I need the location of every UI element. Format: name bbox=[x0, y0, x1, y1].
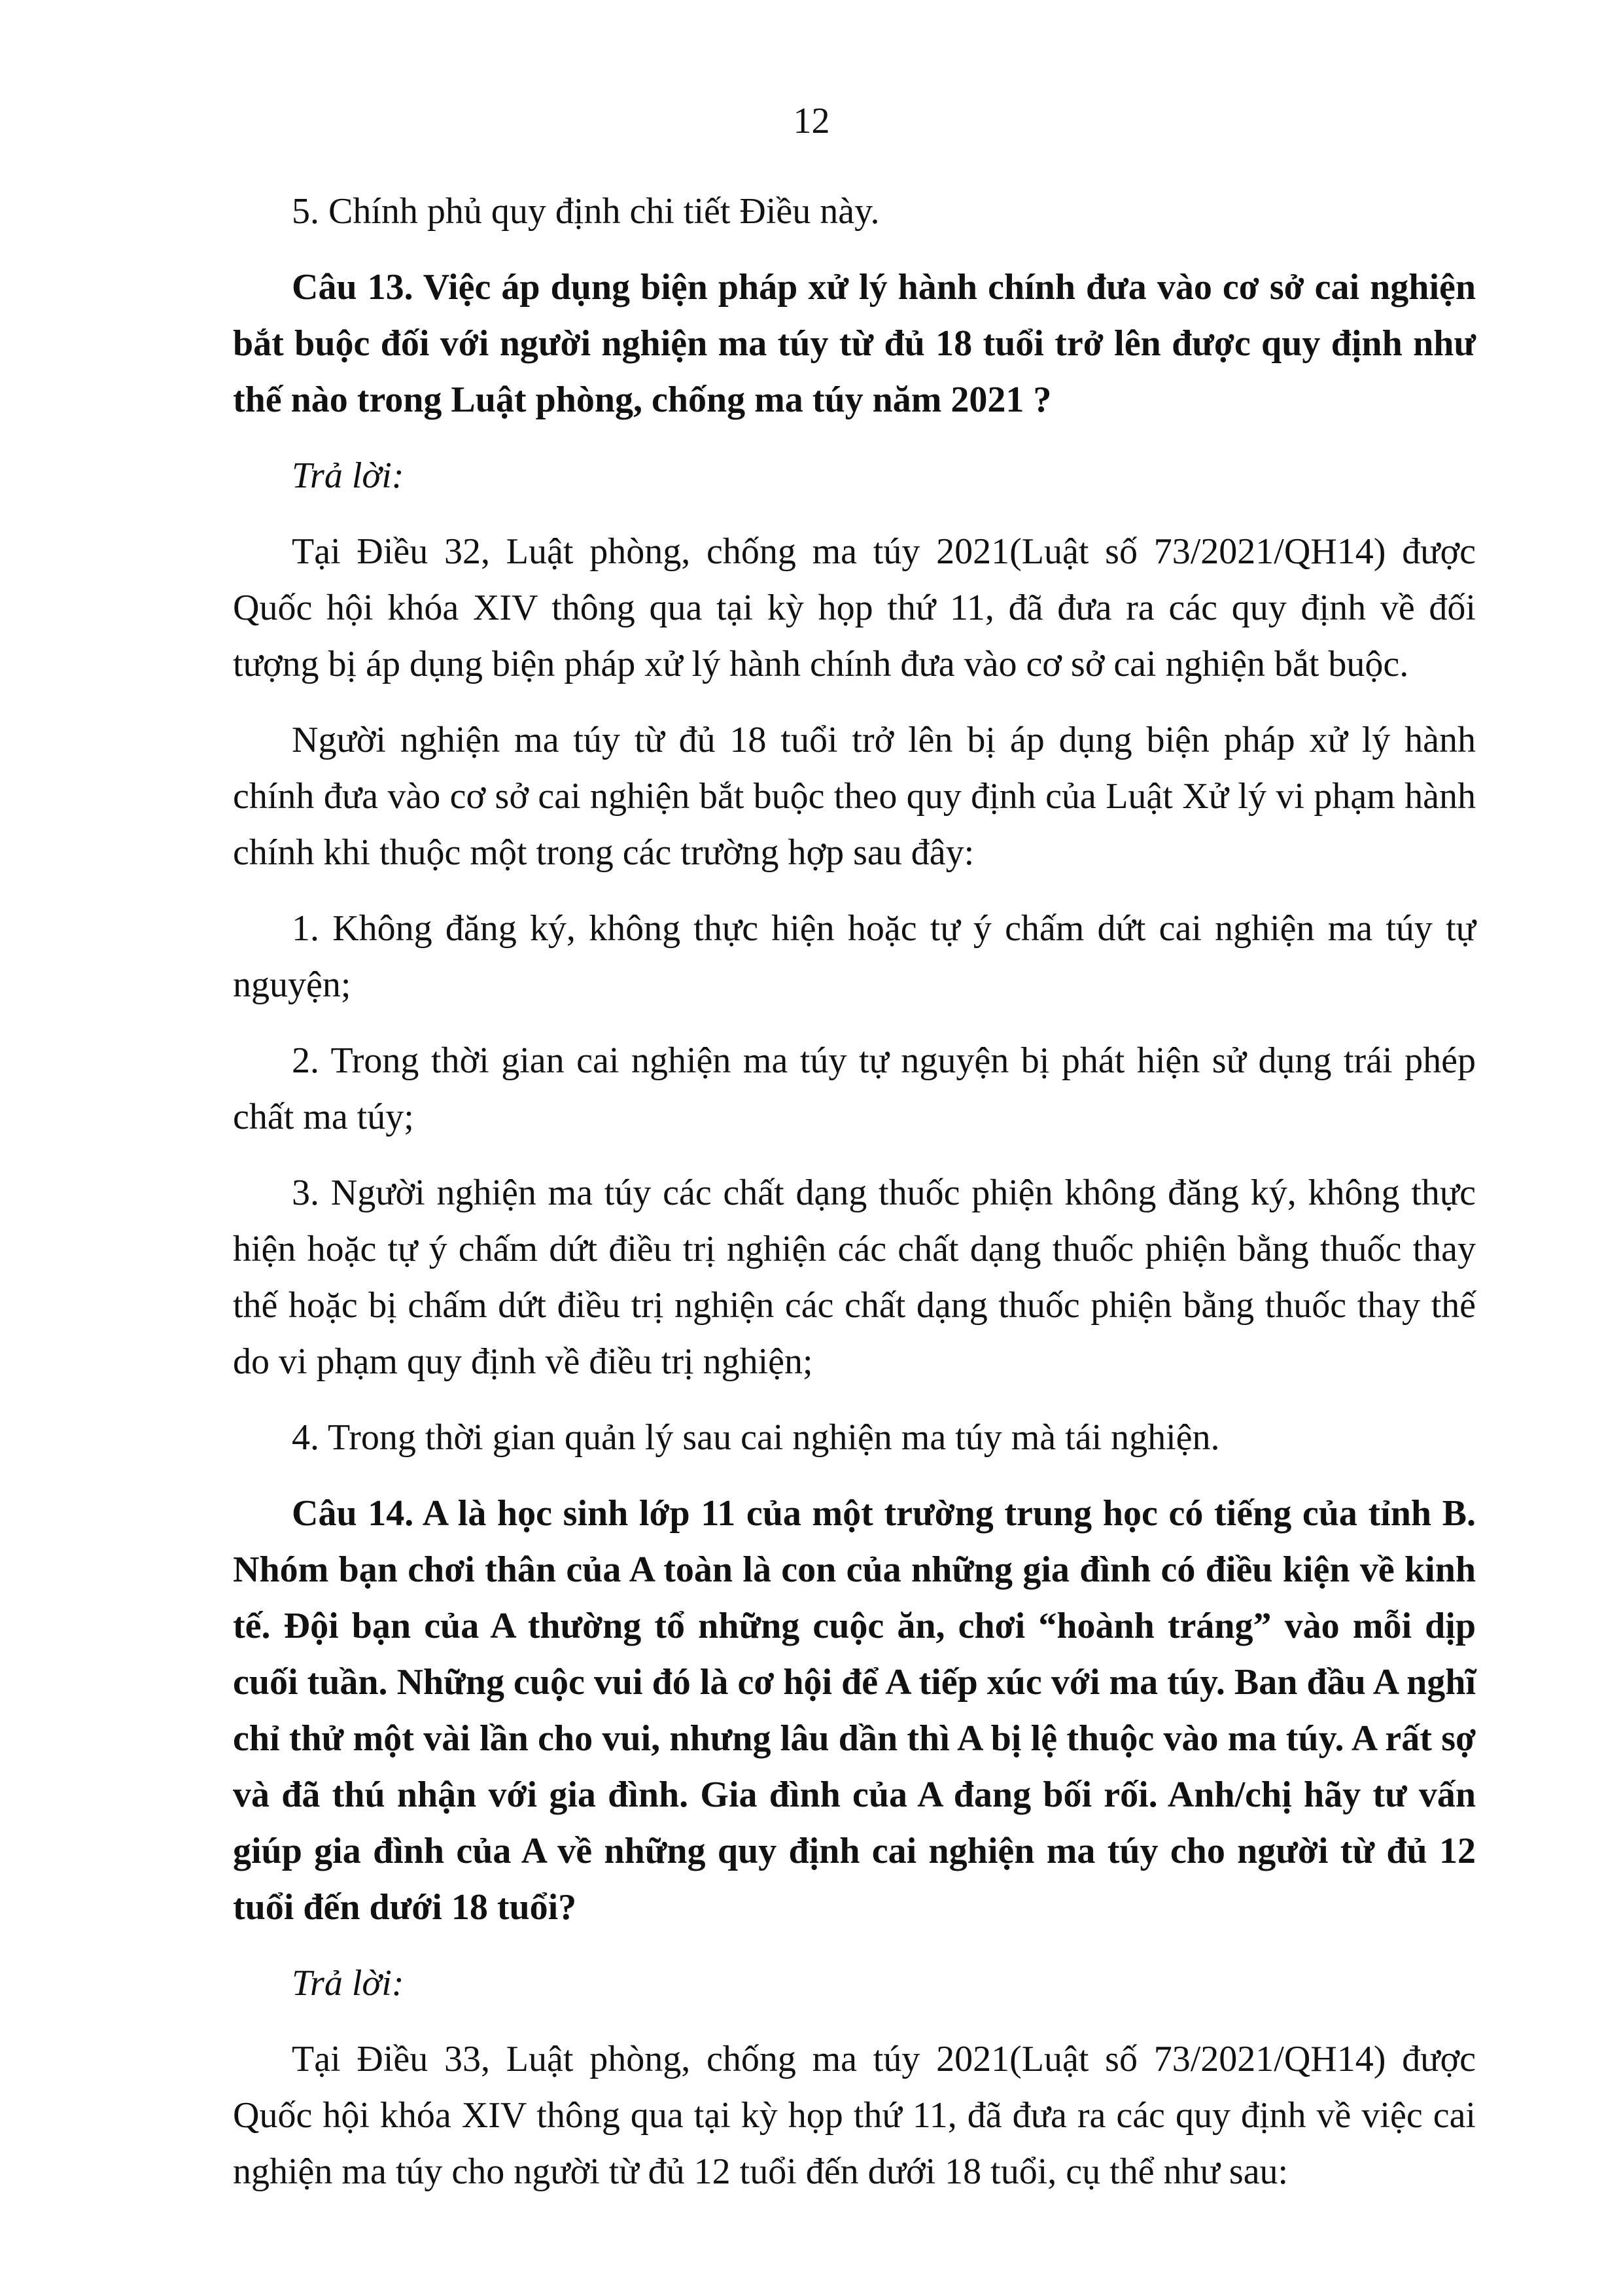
answer-label: Trả lời: bbox=[292, 455, 404, 496]
document-body bbox=[233, 183, 1476, 2219]
question-14: Câu 14. A là học sinh lớp 11 của một trường trung học có tiếng của tỉnh B. Nhóm bạn chơi thân của A toàn là con của những gia đình có điều kiện về kinh tế. Đội bạn của A thường tổ những cuộc ăn, chơi “hoành tráng” vào mỗi dịp cuối tuần. Những cuộc vui đó là cơ hội để A tiếp xúc với ma túy. Ban đầu A nghĩ chỉ thử một vài lần cho vui, nhưng lâu dần thì A bị lệ thuộc vào ma túy. A rất sợ và đã thú nhận với gia đình. Gia đình của A đang bối rối. Anh/chị hãy tư vấn giúp gia đình của A về những quy định cai nghiện ma túy cho người từ đủ 12 tuổi đến dưới 18 tuổi? bbox=[233, 1493, 1476, 1928]
paragraph-clause-5: 5. Chính phủ quy định chi tiết Điều này. bbox=[292, 191, 880, 232]
question-13: Câu 13. Việc áp dụng biện pháp xử lý hành chính đưa vào cơ sở cai nghiện bắt buộc đối với người nghiện ma túy từ đủ 18 tuổi trở lên được quy định như thế nào trong Luật phòng, chống ma túy năm 2021 ? bbox=[233, 267, 1476, 420]
page-number: 12 bbox=[793, 101, 830, 141]
paragraph-conditions: Người nghiện ma túy từ đủ 18 tuổi trở lên bị áp dụng biện pháp xử lý hành chính đưa vào cơ sở cai nghiện bắt buộc theo quy định của Luật Xử lý vi phạm hành chính khi thuộc một trong các trường hợp sau đây: bbox=[233, 720, 1476, 873]
list-item-4: 4. Trong thời gian quản lý sau cai nghiện ma túy mà tái nghiện. bbox=[292, 1417, 1220, 1458]
list-item-3: 3. Người nghiện ma túy các chất dạng thuốc phiện không đăng ký, không thực hiện hoặc tự ý chấm dứt điều trị nghiện các chất dạng thuốc phiện bằng thuốc thay thế hoặc bị chấm dứt điều trị nghiện các chất dạng thuốc phiện bằng thuốc thay thế do vi phạm quy định về điều trị nghiện; bbox=[233, 1173, 1476, 1382]
paragraph-article-33: Tại Điều 33, Luật phòng, chống ma túy 2021(Luật số 73/2021/QH14) được Quốc hội khóa XIV thông qua tại kỳ họp thứ 11, đã đưa ra các quy định về việc cai nghiện ma túy cho người từ đủ 12 tuổi đến dưới 18 tuổi, cụ thể như sau: bbox=[233, 2039, 1476, 2192]
list-item-2: 2. Trong thời gian cai nghiện ma túy tự nguyện bị phát hiện sử dụng trái phép chất ma túy; bbox=[233, 1040, 1476, 1137]
answer-label: Trả lời: bbox=[292, 1963, 404, 2004]
list-item-1: 1. Không đăng ký, không thực hiện hoặc tự ý chấm dứt cai nghiện ma túy tự nguyện; bbox=[233, 908, 1476, 1005]
paragraph-article-32: Tại Điều 32, Luật phòng, chống ma túy 2021(Luật số 73/2021/QH14) được Quốc hội khóa XIV thông qua tại kỳ họp thứ 11, đã đưa ra các quy định về đối tượng bị áp dụng biện pháp xử lý hành chính đưa vào cơ sở cai nghiện bắt buộc. bbox=[233, 531, 1476, 684]
